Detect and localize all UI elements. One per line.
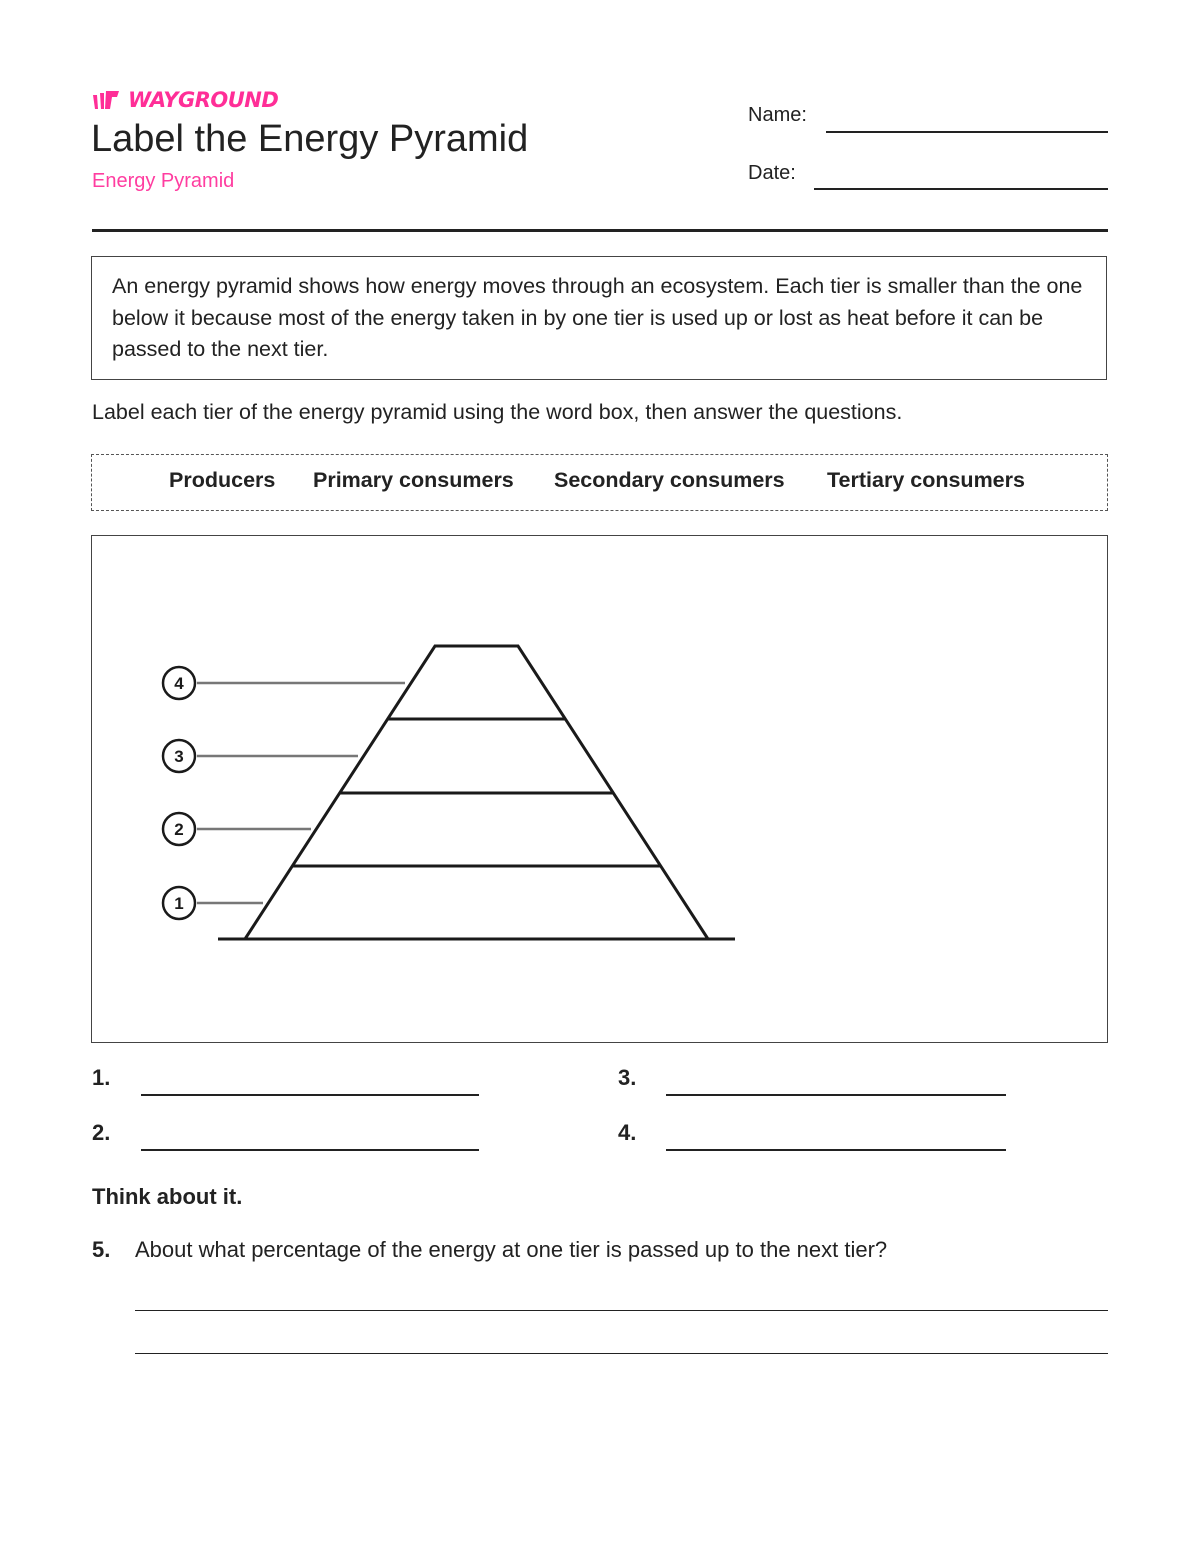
intro-text: An energy pyramid shows how energy moves through an ecosystem. Each tier is smaller than the one below it because most of the energy taken in by one tier is used up or lost as heat before it can be passed to the next tier. xyxy=(112,274,1083,361)
tier-marker-2-label: 2 xyxy=(174,820,184,839)
pyramid-diagram xyxy=(91,535,1108,1043)
answer-3-field[interactable] xyxy=(666,1094,1006,1096)
instructions: Label each tier of the energy pyramid using the word box, then answer the questions. xyxy=(92,400,903,424)
answer-1-field[interactable] xyxy=(141,1094,479,1096)
answer-4-number: 4. xyxy=(618,1120,637,1145)
tier-marker-4-label: 4 xyxy=(174,674,184,693)
word-producers: Producers xyxy=(169,468,276,492)
word-primary-consumers: Primary consumers xyxy=(313,468,514,492)
answer-5-line-2[interactable] xyxy=(135,1353,1108,1354)
name-label: Name: xyxy=(748,104,807,126)
date-label: Date: xyxy=(748,162,796,184)
brand-logo xyxy=(92,86,278,114)
tier-marker-4 xyxy=(163,667,195,699)
tier-marker-1-label: 1 xyxy=(174,894,184,913)
energy-pyramid xyxy=(92,536,1106,1041)
think-heading: Think about it. xyxy=(92,1184,243,1209)
word-secondary-consumers: Secondary consumers xyxy=(554,468,785,492)
tier-marker-2 xyxy=(163,813,195,845)
header-divider xyxy=(92,229,1108,232)
word-tertiary-consumers: Tertiary consumers xyxy=(827,468,1025,492)
tier-marker-1 xyxy=(163,887,195,919)
page-title: Label the Energy Pyramid xyxy=(91,118,529,160)
answer-5-line-1[interactable] xyxy=(135,1310,1108,1311)
question-5-number: 5. xyxy=(92,1237,111,1262)
word-bank xyxy=(91,454,1108,511)
tier-marker-3-label: 3 xyxy=(174,747,184,766)
name-field[interactable] xyxy=(826,131,1108,133)
wayground-logo-icon xyxy=(92,89,122,111)
date-field[interactable] xyxy=(814,188,1108,190)
question-5-text: About what percentage of the energy at one tier is passed up to the next tier? xyxy=(135,1237,888,1262)
tier-marker-3 xyxy=(163,740,195,772)
page-subtitle: Energy Pyramid xyxy=(92,170,235,192)
answer-2-field[interactable] xyxy=(141,1149,479,1151)
answer-1-number: 1. xyxy=(92,1065,111,1090)
intro-box xyxy=(91,256,1107,380)
answer-4-field[interactable] xyxy=(666,1149,1006,1151)
answer-2-number: 2. xyxy=(92,1120,111,1145)
answer-3-number: 3. xyxy=(618,1065,637,1090)
brand-name: WAYGROUND xyxy=(128,88,279,112)
